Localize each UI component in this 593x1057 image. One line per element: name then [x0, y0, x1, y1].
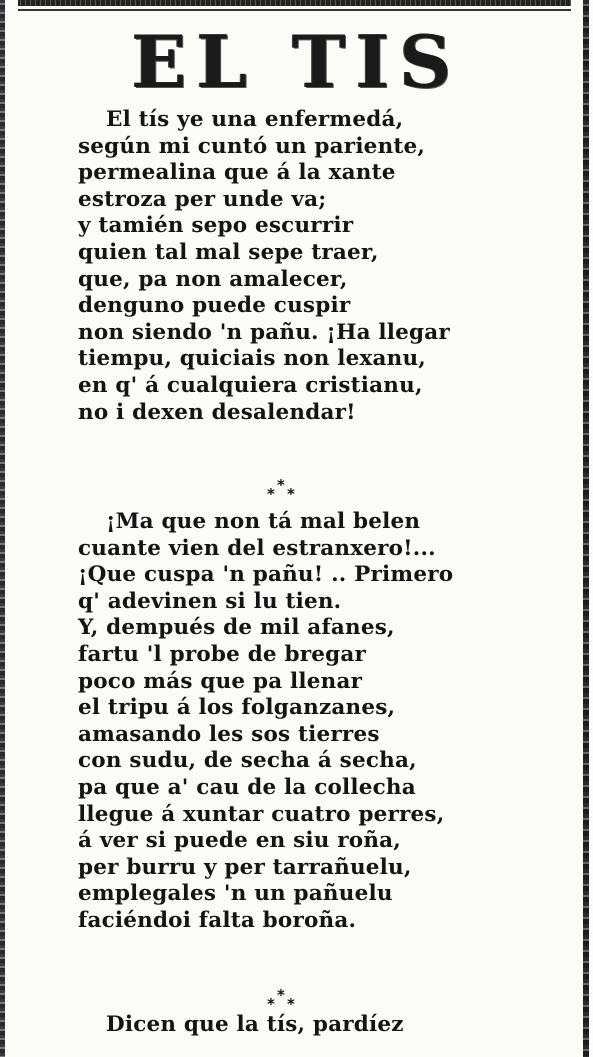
- asterisk-glyph: *: [277, 476, 285, 494]
- verse-line: non siendo 'n pañu. ¡Ha llegar: [78, 319, 450, 345]
- stanza-1: [78, 107, 548, 426]
- verse-line: llegue á xuntar cuatro perres,: [78, 801, 445, 827]
- column-border-left: [0, 0, 5, 1057]
- verse-line: según mi cuntó un pariente,: [78, 133, 426, 159]
- verse-line: tiempu, quiciais non lexanu,: [78, 346, 426, 372]
- verse-line: ¡Que cuspa 'n pañu! .. Primero: [78, 562, 454, 588]
- verse-line: en q' á cualquiera cristianu,: [78, 372, 423, 398]
- asterism-separator: [255, 475, 315, 505]
- stanza-3: [78, 1012, 548, 1039]
- verse-line: fartu 'l probe de bregar: [78, 641, 367, 667]
- verse-line: q' adevinen si lu tien.: [78, 588, 342, 614]
- verse-line: El tís ye una enfermedá,: [106, 107, 404, 132]
- verse-line: amasando les sos tierres: [78, 721, 380, 747]
- verse-line: ¡Ma que non tá mal belen: [106, 509, 421, 534]
- verse-line: per burru y per tarrañuelu,: [78, 854, 412, 880]
- verse-line: quien tal mal sepe traer,: [78, 239, 379, 265]
- verse-line: el tripu á los folganzanes,: [78, 695, 396, 721]
- verse-line: con sudu, de secha á secha,: [78, 748, 417, 774]
- asterism-separator: [255, 985, 315, 1015]
- verse-line: no i dexen desalendar!: [78, 399, 356, 425]
- verse-line: Dicen que la tís, pardíez: [106, 1012, 404, 1037]
- column-border-right: [583, 0, 589, 1057]
- verse-line: á ver si puede en siu roña,: [78, 828, 401, 854]
- verse-line: que, pa non amalecer,: [78, 266, 348, 292]
- asterisk-glyph: *: [287, 995, 295, 1013]
- verse-line: estroza per unde va;: [78, 186, 327, 212]
- stanza-2: [78, 509, 548, 935]
- verse-line: y tamién sepo escurrir: [78, 213, 354, 239]
- top-rule: [18, 0, 571, 6]
- asterisk-glyph: *: [267, 485, 275, 503]
- asterisk-glyph: *: [287, 485, 295, 503]
- verse-line: poco más que pa llenar: [78, 668, 363, 694]
- verse-line: denguno puede cuspir: [78, 293, 351, 319]
- poem-title: EL TIS: [131, 19, 462, 104]
- verse-line: faciéndoi falta boroña.: [78, 907, 357, 933]
- verse-line: emplegales 'n un pañuelu: [78, 881, 393, 907]
- asterisk-glyph: *: [267, 995, 275, 1013]
- verse-line: Y, dempués de mil afanes,: [78, 615, 395, 641]
- verse-line: pa que a' cau de la collecha: [78, 774, 416, 800]
- verse-line: cuante vien del estranxero!...: [78, 535, 436, 561]
- top-rule-thin: [18, 9, 571, 11]
- verse-line: permealina que á la xante: [78, 160, 396, 186]
- asterisk-glyph: *: [277, 986, 285, 1004]
